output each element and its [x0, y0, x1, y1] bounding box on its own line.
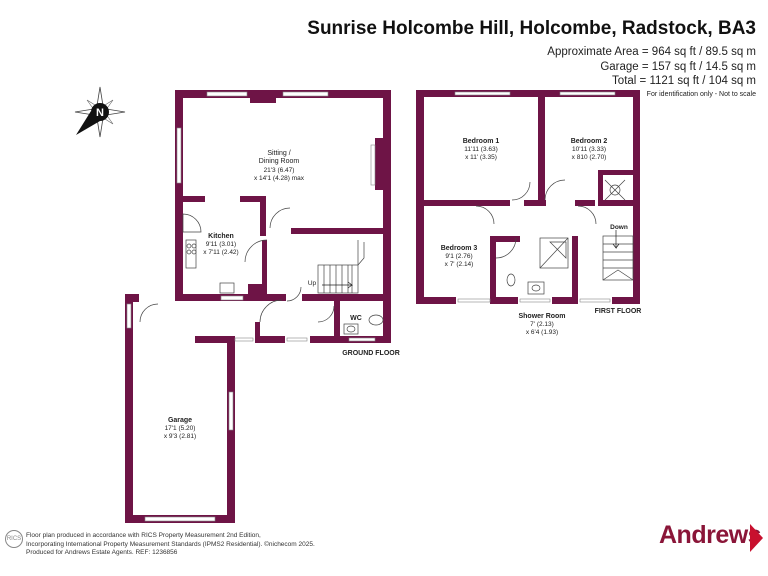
garage-label: [164, 417, 196, 440]
brand-logo: Andrews: [659, 521, 762, 549]
svg-text:21'3 (6.47): 21'3 (6.47): [263, 167, 295, 174]
svg-text:Dining Room: Dining Room: [258, 158, 300, 165]
bedroom3-label: [441, 245, 478, 268]
first-floor-windows: [455, 92, 615, 302]
brand-arrow-icon: [750, 524, 763, 552]
ground-floor-label: GROUND FLOOR: [342, 350, 400, 357]
svg-text:x 9'3 (2.81): x 9'3 (2.81): [163, 433, 197, 440]
svg-text:17'1 (5.20): 17'1 (5.20): [164, 425, 196, 432]
shower-room-label: [518, 313, 565, 336]
svg-text:9'11 (3.01): 9'11 (3.01): [205, 241, 237, 248]
area-approx: Approximate Area = 964 sq ft / 89.5 sq m: [547, 46, 756, 58]
footer-line-2: Incorporating International Property Measurement Standards (IPMS2 Residential). ©nichecom 2025.: [26, 540, 315, 548]
stairs-down-arrow-icon: [613, 230, 619, 248]
ground-floor-walls: [125, 90, 391, 523]
area-garage: Garage = 157 sq ft / 14.5 sq m: [600, 60, 756, 73]
svg-text:9'1 (2.76): 9'1 (2.76): [445, 253, 473, 260]
ground-floor-doors: [140, 208, 334, 322]
sitting-room-label: [254, 150, 305, 182]
svg-text:x 14'1 (4.28) max: x 14'1 (4.28) max: [253, 175, 305, 182]
first-floor-fixtures: [507, 180, 633, 294]
svg-text:x 810 (2.70): x 810 (2.70): [571, 154, 607, 161]
svg-text:Bedroom 1: Bedroom 1: [462, 138, 500, 145]
svg-text:7' (2.13): 7' (2.13): [530, 321, 554, 328]
svg-text:x 11' (3.35): x 11' (3.35): [465, 154, 497, 161]
svg-text:Shower Room: Shower Room: [518, 313, 566, 320]
svg-text:Sitting /: Sitting /: [267, 150, 291, 157]
svg-text:Bedroom 3: Bedroom 3: [440, 245, 478, 252]
identification-note: For identification only - Not to scale: [646, 91, 756, 98]
kitchen-label: [203, 233, 238, 256]
first-floor-label: FIRST FLOOR: [594, 308, 642, 315]
wc-label: WC: [350, 315, 362, 322]
stairs-down-label: Down: [610, 224, 628, 231]
page-title: Sunrise Holcombe Hill, Holcombe, Radstock, BA3: [307, 18, 756, 39]
bedroom2-label: [571, 138, 608, 161]
stairs-up-label: Up: [307, 280, 317, 287]
svg-text:10'11 (3.33): 10'11 (3.33): [571, 146, 607, 153]
svg-text:Kitchen: Kitchen: [208, 233, 234, 240]
svg-text:11'11 (3.63): 11'11 (3.63): [464, 146, 498, 153]
svg-text:x 7' (2.14): x 7' (2.14): [444, 261, 474, 268]
svg-text:Garage: Garage: [167, 417, 193, 424]
footer-line-3: Produced for Andrews Estate Agents. REF: 1236856: [26, 549, 178, 556]
footer-line-1: Floor plan produced in accordance with RICS Property Measurement 2nd Edition,: [26, 532, 261, 539]
bedroom1-label: [463, 138, 500, 161]
stairs-arrow-icon: [322, 282, 352, 288]
compass-letter: N: [96, 107, 104, 119]
svg-text:x 6'4 (1.93): x 6'4 (1.93): [525, 329, 559, 336]
svg-text:Bedroom 2: Bedroom 2: [570, 138, 608, 145]
footer-disclaimer: [26, 532, 315, 558]
first-floor-walls: [416, 90, 640, 304]
compass-icon: [75, 87, 125, 137]
svg-text:x 7'11 (2.42): x 7'11 (2.42): [203, 249, 239, 256]
area-total: Total = 1121 sq ft / 104 sq m: [612, 75, 756, 87]
rics-logo-icon: RICS: [5, 530, 23, 548]
